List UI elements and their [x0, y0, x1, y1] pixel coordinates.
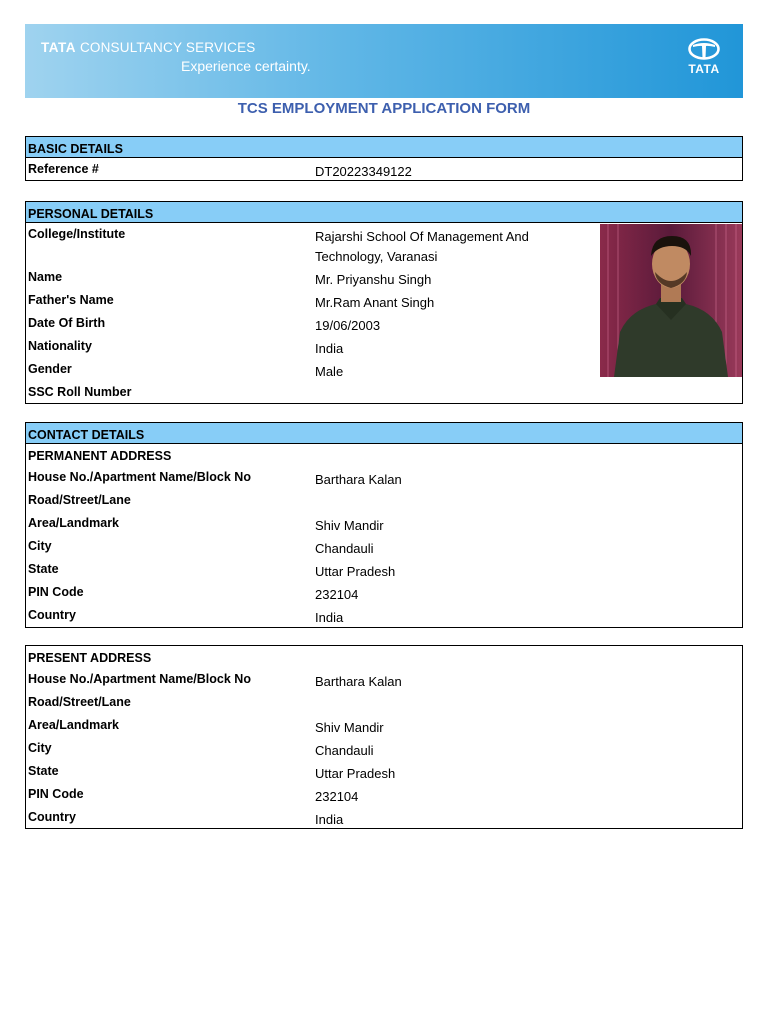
present-address-heading: PRESENT ADDRESS [28, 651, 152, 665]
perm-city-row [26, 535, 742, 558]
perm-country-value: India [315, 610, 344, 625]
reference-value: DT20223349122 [315, 164, 412, 179]
perm-state-row [26, 558, 742, 581]
perm-city-label: City [28, 539, 52, 553]
perm-area-value: Shiv Mandir [315, 518, 384, 533]
pres-house-label: House No./Apartment Name/Block No [28, 672, 251, 686]
ssc-roll-row [26, 381, 742, 403]
perm-country-row [26, 604, 742, 627]
contact-details-heading: CONTACT DETAILS [26, 423, 742, 444]
ssc-roll-label: SSC Roll Number [28, 385, 132, 399]
perm-area-label: Area/Landmark [28, 516, 120, 530]
pres-pin-value: 232104 [315, 789, 359, 804]
father-name-value: Mr.Ram Anant Singh [315, 295, 435, 310]
pres-area-value: Shiv Mandir [315, 720, 384, 735]
pres-pin-row [26, 783, 742, 806]
pres-state-row [26, 760, 742, 783]
dob-value: 19/06/2003 [315, 318, 381, 333]
perm-pin-row [26, 581, 742, 604]
perm-state-value: Uttar Pradesh [315, 564, 396, 579]
header-banner [25, 24, 743, 98]
pres-country-row [26, 806, 742, 828]
gender-label: Gender [28, 362, 72, 376]
perm-city-value: Chandauli [315, 541, 374, 556]
perm-area-row [26, 512, 742, 535]
name-value: Mr. Priyanshu Singh [315, 272, 432, 287]
pres-country-label: Country [28, 810, 76, 824]
personal-details-section [25, 201, 743, 404]
pres-state-value: Uttar Pradesh [315, 766, 396, 781]
perm-road-row [26, 489, 742, 512]
nationality-value: India [315, 341, 344, 356]
pres-city-label: City [28, 741, 52, 755]
tata-emblem-icon [688, 38, 720, 60]
pres-house-value: Barthara Kalan [315, 674, 402, 689]
reference-row [26, 158, 742, 180]
brand-name [41, 40, 256, 55]
contact-details-section [25, 422, 743, 628]
perm-state-label: State [28, 562, 59, 576]
pres-house-row [26, 668, 742, 691]
perm-house-row [26, 466, 742, 489]
pres-city-row [26, 737, 742, 760]
brand-tata: TATA [41, 40, 76, 55]
brand-consultancy: CONSULTANCY SERVICES [79, 40, 256, 55]
pres-area-label: Area/Landmark [28, 718, 120, 732]
permanent-address-heading: PERMANENT ADDRESS [28, 449, 172, 463]
form-title: TCS EMPLOYMENT APPLICATION FORM [237, 100, 531, 117]
reference-label: Reference # [28, 162, 99, 176]
perm-country-label: Country [28, 608, 76, 622]
college-value: Rajarshi School Of Management And Technology, Varanasi [315, 229, 529, 264]
personal-details-heading: PERSONAL DETAILS [26, 202, 742, 223]
perm-pin-label: PIN Code [28, 585, 84, 599]
pres-country-value: India [315, 812, 344, 827]
perm-house-value: Barthara Kalan [315, 472, 402, 487]
perm-pin-value: 232104 [315, 587, 359, 602]
applicant-photo [600, 224, 742, 377]
present-address-section [25, 645, 743, 829]
tata-logo [683, 38, 725, 76]
pres-city-value: Chandauli [315, 743, 374, 758]
nationality-label: Nationality [28, 339, 92, 353]
tagline: Experience certainty. [181, 58, 311, 74]
pres-pin-label: PIN Code [28, 787, 84, 801]
gender-value: Male [315, 364, 344, 379]
perm-house-label: House No./Apartment Name/Block No [28, 470, 251, 484]
perm-road-label: Road/Street/Lane [28, 493, 131, 507]
pres-road-label: Road/Street/Lane [28, 695, 131, 709]
name-label: Name [28, 270, 63, 284]
tata-logo-word: TATA [688, 62, 720, 76]
basic-details-section [25, 136, 743, 181]
father-name-label: Father's Name [28, 293, 114, 307]
basic-details-heading: BASIC DETAILS [26, 137, 742, 158]
applicant-photo-image [600, 224, 742, 377]
pres-road-row [26, 691, 742, 714]
dob-label: Date Of Birth [28, 316, 106, 330]
pres-state-label: State [28, 764, 59, 778]
college-label: College/Institute [28, 227, 126, 241]
pres-area-row [26, 714, 742, 737]
